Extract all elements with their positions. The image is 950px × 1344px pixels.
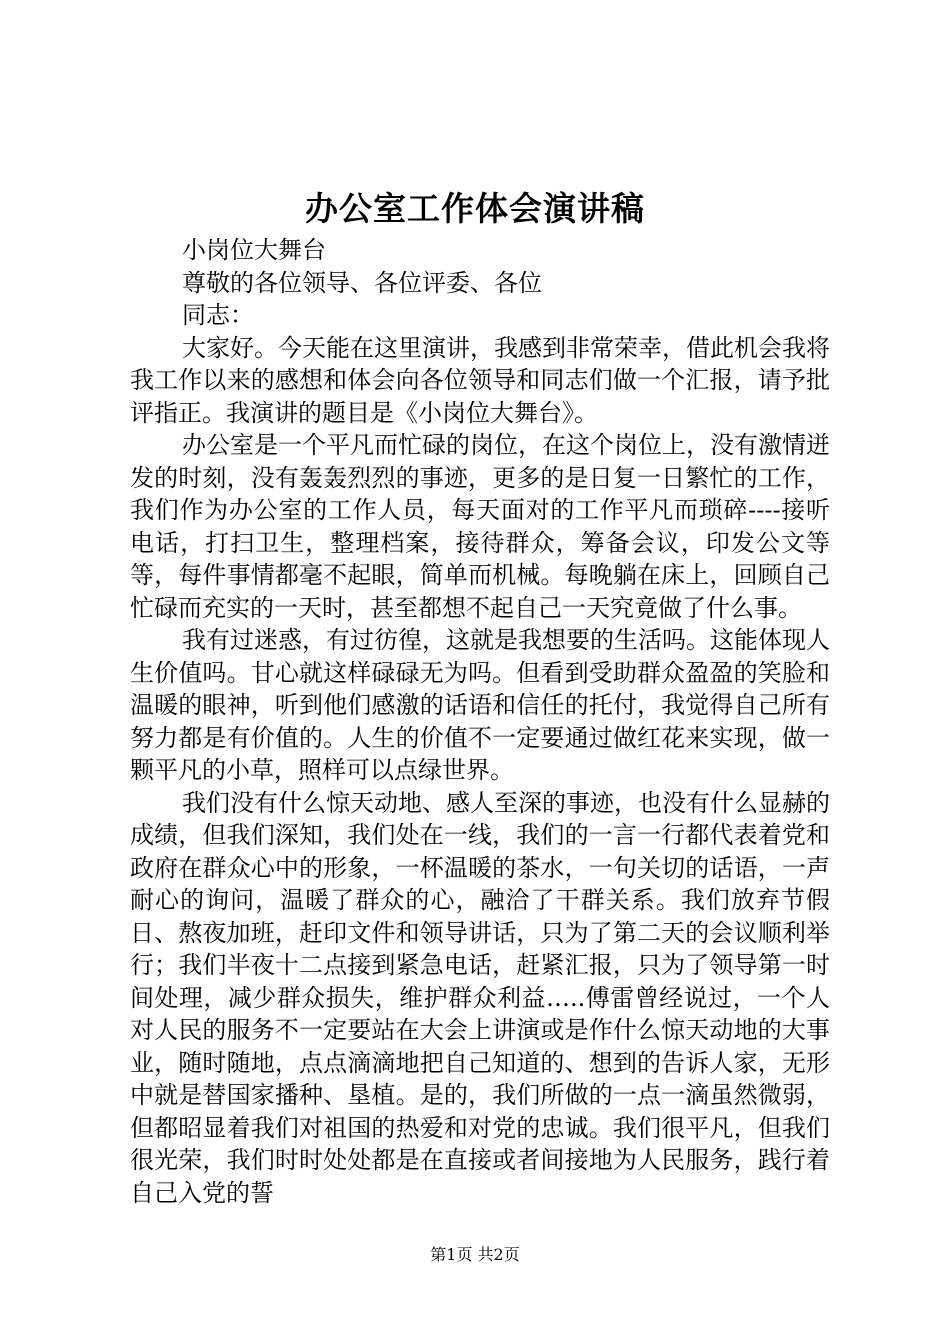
paragraph-2: 办公室是一个平凡而忙碌的岗位，在这个岗位上，没有激情迸发的时刻，没有轰轰烈烈的事迹，更多的是日复一日繁忙的工作，我们作为办公室的工作人员，每天面对的工作平凡而琐碎----接听电话，打扫卫生，整理档案，接待群众，筹备会议，印发公文等等，每件事情都毫不起眼，简单而机械。每晚躺在床上，回顾自己忙碌而充实的一天时，甚至都想不起自己一天究竟做了什么事。 xyxy=(130,431,830,622)
paragraph-3: 我有过迷惑，有过彷徨，这就是我想要的生活吗。这能体现人生价值吗。甘心就这样碌碌无为吗。但看到受助群众盈盈的笑脸和温暖的眼神，听到他们感激的话语和信任的托付，我觉得自己所有努力都是有价值的。人生的价值不一定要通过做红花来实现，做一颗平凡的小草，照样可以点绿世界。 xyxy=(130,626,830,784)
document-body xyxy=(130,234,830,1209)
salutation-line-1: 尊敬的各位领导、各位评委、各位 xyxy=(182,268,542,297)
salutation-line-2: 同志： xyxy=(182,301,254,329)
subtitle: 小岗位大舞台 xyxy=(182,236,326,264)
paragraph-4: 我们没有什么惊天动地、感人至深的事迹，也没有什么显赫的成绩，但我们深知，我们处在一线，我们的一言一行都代表着党和政府在群众心中的形象，一杯温暖的茶水，一句关切的话语，一声耐心的询问，温暖了群众的心，融洽了干群关系。我们放弃节假日、熬夜加班，赶印文件和领导讲话，只为了第二天的会议顺利举行；我们半夜十二点接到紧急电话，赶紧汇报，只为了领导第一时间处理，减少群众损失，维护群众利益…..傅雷曾经说过，一个人对人民的服务不一定要站在大会上讲演或是作什么惊天动地的大事业，随时随地，点点滴滴地把自己知道的、想到的告诉人家，无形中就是替国家播种、垦植。是的，我们所做的一点一滴虽然微弱，但都昭显着我们对祖国的热爱和对党的忠诚。我们很平凡，但我们很光荣，我们时时处处都是在直接或者间接地为人民服务，践行着自己入党的誓 xyxy=(130,788,830,1207)
paragraph-1: 大家好。今天能在这里演讲，我感到非常荣幸，借此机会我将我工作以来的感想和体会向各位领导和同志们做一个汇报，请予批评指正。我演讲的题目是《小岗位大舞台》。 xyxy=(130,333,830,427)
document-title: 办公室工作体会演讲稿 xyxy=(305,189,645,228)
page-footer: 第1页 共2页 xyxy=(430,1245,520,1264)
